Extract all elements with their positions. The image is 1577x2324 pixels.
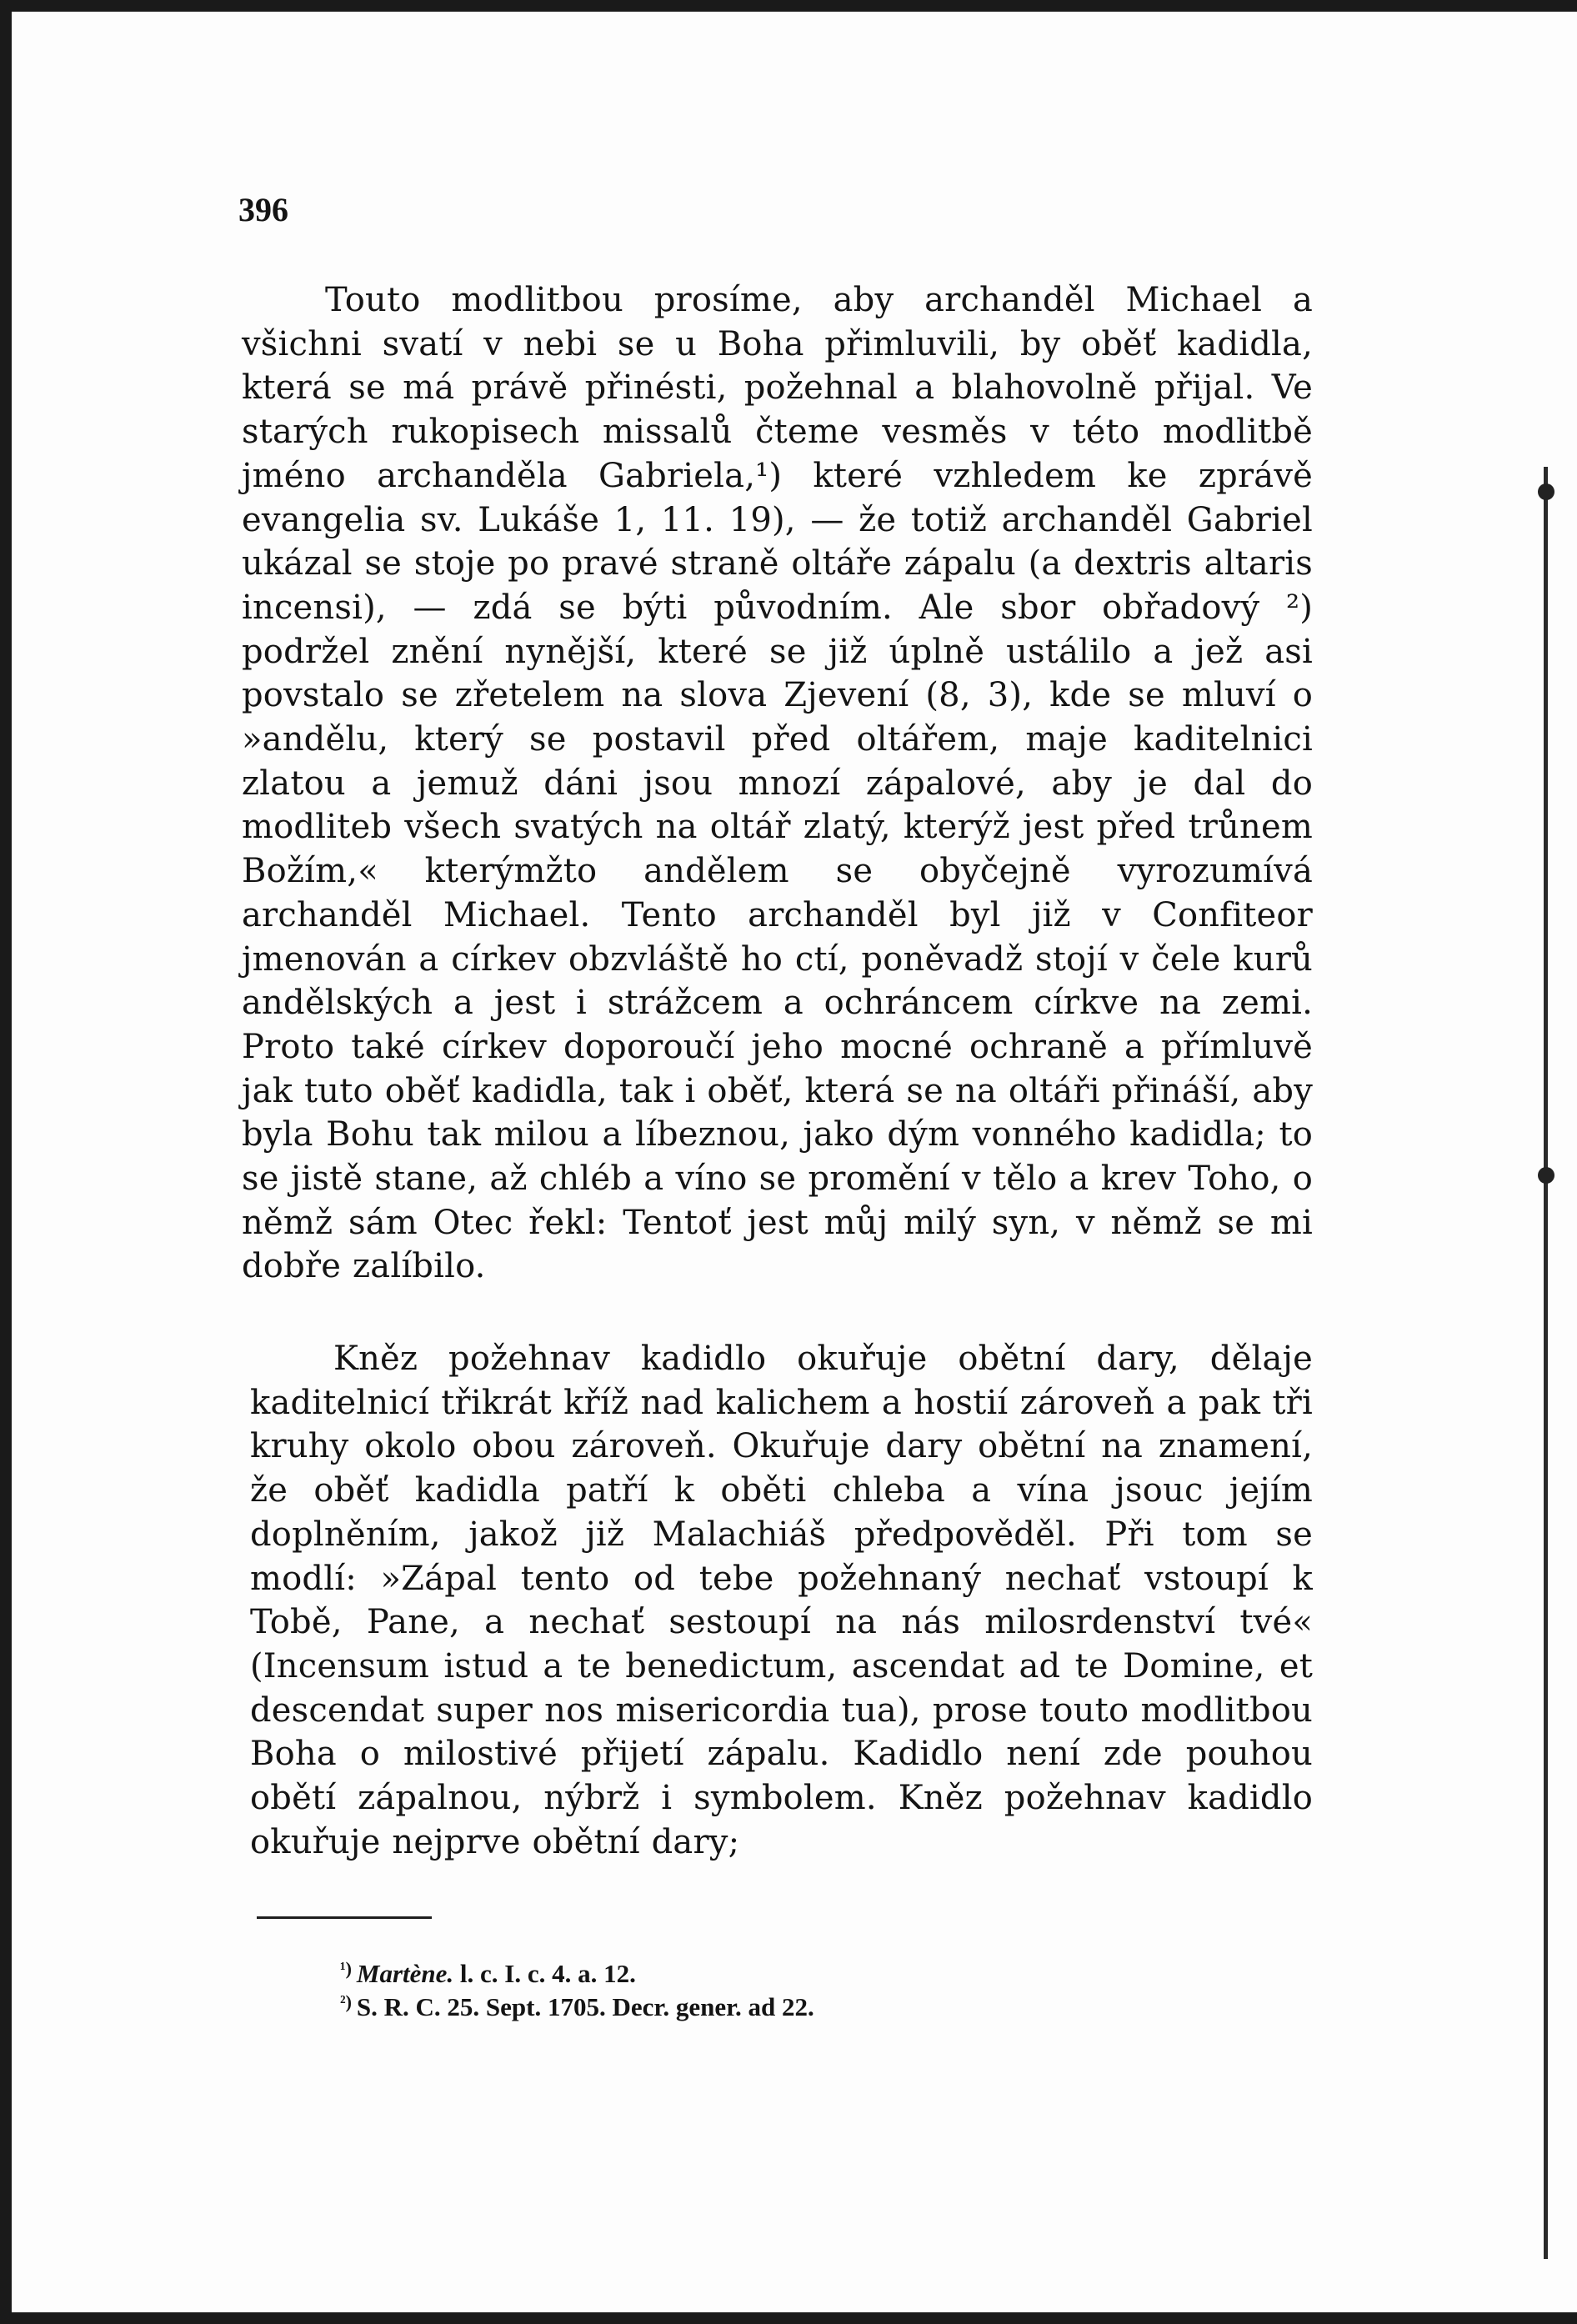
body-paragraph-2: Kněz požehnav kadidlo okuřuje obětní dary, dělaje kaditelnicí třikrát kříž nad kalichem a hostií zároveň a pak tři kruhy okolo obou zároveň. Okuřuje dary obětní na znamení, že oběť kadidla patří k oběti chleba a vína jsouc jejím doplněním, jakož již Malachiáš předpověděl. Při tom se modlí: »Zápal tento od tebe požehnaný nechať vstoupí k Tobě, Pane, a nechať sestoupí na nás milosrdenství tvé« (Incensum istud a te benedictum, ascendat ad te Domine, et descendat super nos misericordia tua), prose touto modlitbou Boha o milostivé přijetí zápalu. Kadidlo není zde pouhou obětí zápalnou, nýbrž i symbolem. Kněz požehnav kadidlo okuřuje nejprve obětní dary; <box>250 1340 1313 1861</box>
scan-border-left <box>0 0 12 2324</box>
binding-mark-top <box>1538 483 1554 500</box>
footnote-text: S. R. C. 25. Sept. 1705. Decr. gener. ad 22. <box>356 1992 814 2021</box>
footnote-marker: ¹) <box>340 1958 352 1979</box>
footnote-separator <box>257 1916 432 1919</box>
footnote-marker: ²) <box>340 1991 352 2012</box>
page-number: 396 <box>238 191 288 228</box>
binding-mark-middle <box>1538 1167 1554 1184</box>
footnote-2 <box>340 1986 814 2024</box>
scan-border-top <box>0 0 1577 12</box>
body-paragraph-1: Touto modlitbou prosíme, aby archanděl Michael a všichni svatí v nebi se u Boha přimluvili, by oběť kadidla, která se má právě přinésti, požehnal a blahovolně přijal. Ve starých rukopisech missalů čteme vesměs v této modlitbě jméno archanděla Gabriela,¹) které vzhledem ke zprávě evangelia sv. Lukáše 1, 11. 19), — že totiž archanděl Gabriel ukázal se stoje po pravé straně oltáře zápalu (a dextris altaris incensi), — zdá se býti původním. Ale sbor obřadový ²) podržel znění nynější, které se již úplně ustálilo a jež asi povstalo se zřetelem na slova Zjevení (8, 3), kde se mluví o »andělu, který se postavil před oltářem, maje kaditelnici zlatou a jemuž dáni jsou mnozí zápalové, aby je dal do modliteb všech svatých na oltář zlatý, kterýž jest před trůnem Božím,« kterýmžto andělem se obyčejně vyrozumívá archanděl Michael. Tento archanděl byl již v Confiteor jmenován a církev obzvláště ho ctí, poněvadž stojí v čele kurů andělských a jest i strážcem a ochráncem církve na zemi. Proto také církev doporoučí jeho mocné ochraně a přímluvě jak tuto oběť kadidla, tak i oběť, která se na oltáři přináší, aby byla Bohu tak milou a líbeznou, jako dým vonného kadidla; to se jistě stane, až chléb a víno se promění v tělo a krev Toho, o němž sám Otec řekl: Tentoť jest můj milý syn, v němž se mi dobře zalíbilo. <box>242 281 1313 1286</box>
footnote-author: Martène. <box>356 1959 454 1988</box>
scan-border-bottom <box>0 2312 1577 2324</box>
footnote-text: l. c. I. c. 4. a. 12. <box>459 1959 636 1988</box>
binding-edge <box>1544 467 1548 2259</box>
